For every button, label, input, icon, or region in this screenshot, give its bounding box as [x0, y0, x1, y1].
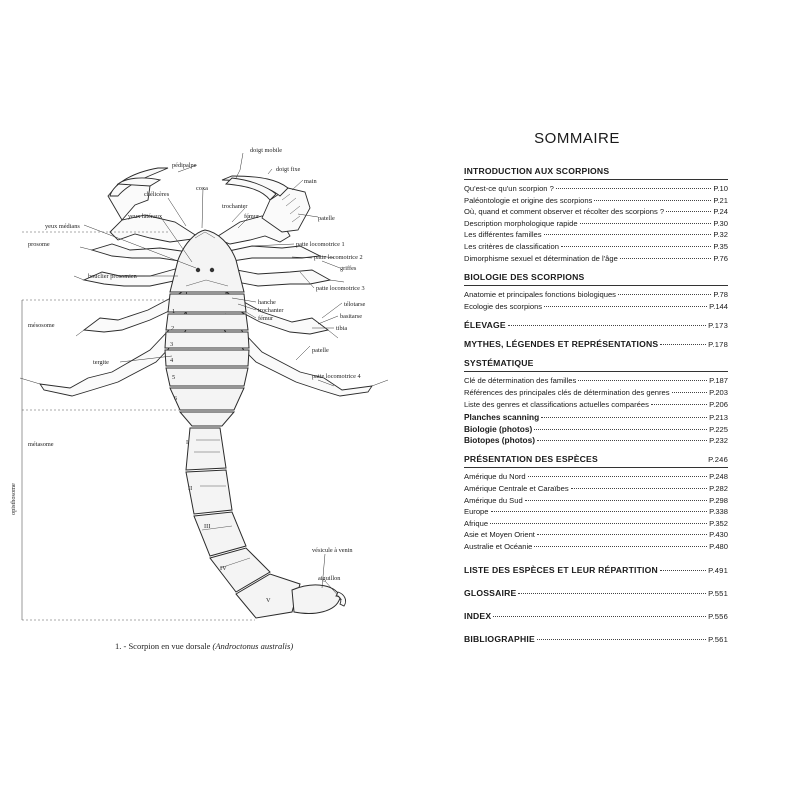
toc-entry[interactable]: Biologie (photos) P.225	[464, 423, 728, 434]
toc-section-bibliographie[interactable]	[464, 634, 728, 645]
label-tibia: tibia	[336, 325, 348, 332]
section-heading: LISTE DES ESPÈCES ET LEUR RÉPARTITION P.491	[464, 564, 728, 575]
segment-III: III	[204, 523, 211, 530]
pedipalp-left	[108, 168, 200, 242]
toc-entry[interactable]: Les différentes familles P.32	[464, 230, 728, 240]
toc-entry[interactable]: Afrique P.352	[464, 518, 728, 528]
segment-5: 5	[172, 374, 176, 381]
section-heading[interactable]: PRÉSENTATION DES ESPÈCES P.246	[464, 454, 728, 468]
toc-section-biologie	[464, 272, 728, 312]
toc-entry[interactable]: Biotopes (photos) P.232	[464, 434, 728, 445]
toc-entry[interactable]: Où, quand et comment observer et récolter des scorpions ? P.24	[464, 207, 728, 217]
segment-6: 6	[174, 395, 178, 402]
section-heading: ÉLEVAGE P.173	[464, 320, 728, 331]
pedipalp-right	[215, 176, 310, 244]
label-trochanter: trochanter	[222, 203, 248, 210]
segment-II: II	[188, 485, 193, 492]
toc-entry[interactable]: Clé de détermination des familles P.187	[464, 376, 728, 386]
label-basitarse: basitarse	[340, 313, 363, 320]
median-eye-right	[210, 268, 214, 272]
label-patelle-2: patelle	[312, 347, 329, 354]
toc-entry[interactable]: Planches scanning P.213	[464, 412, 728, 423]
segment-2: 2	[171, 325, 175, 332]
label-doigt-fixe: doigt fixe	[276, 166, 301, 173]
median-eye-left	[196, 268, 200, 272]
toc-section-liste[interactable]	[464, 565, 728, 576]
section-heading: INDEX P.556	[464, 610, 728, 621]
toc-entry[interactable]: Amérique du Sud P.298	[464, 495, 728, 505]
label-patte-loco-1: patte locomotrice 1	[296, 241, 345, 248]
section-heading: BIBLIOGRAPHIE P.561	[464, 633, 728, 644]
label-metasome: métasome	[28, 441, 54, 448]
toc-section-index[interactable]	[464, 611, 728, 622]
label-bouclier-prosomien: bouclier prosomien	[88, 273, 137, 280]
label-yeux-lateraux: yeux latéraux	[128, 213, 163, 220]
label-vesicule: vésicule à venin	[312, 547, 353, 554]
toc-entry[interactable]: Amérique du Nord P.248	[464, 472, 728, 482]
segment-IV: IV	[220, 565, 227, 572]
label-patte-loco-3: patte locomotrice 3	[316, 285, 365, 292]
toc-section-systematique	[464, 358, 728, 446]
toc-entry[interactable]: Dimorphisme sexuel et détermination de l'âge P.76	[464, 253, 728, 263]
toc-entry[interactable]: Liste des genres et classifications actuelles comparées P.206	[464, 399, 728, 409]
label-aiguillon: aiguillon	[318, 575, 341, 582]
segment-3: 3	[170, 341, 174, 348]
label-mesosome: mésosome	[28, 322, 55, 329]
section-heading: INTRODUCTION AUX SCORPIONS	[464, 166, 728, 180]
toc-entry[interactable]: Amérique Centrale et Caraïbes P.282	[464, 483, 728, 493]
toc-entry[interactable]: Références des principales clés de détermination des genres P.203	[464, 387, 728, 397]
section-heading: MYTHES, LÉGENDES ET REPRÉSENTATIONS P.178	[464, 339, 728, 350]
toc-entry[interactable]: Les critères de classification P.35	[464, 241, 728, 251]
label-trochanter-2: trochanter	[258, 307, 284, 314]
label-patelle: patelle	[318, 215, 335, 222]
label-opisthosome: opisthosome	[10, 483, 17, 515]
segment-1: 1	[172, 308, 176, 315]
section-heading: BIOLOGIE DES SCORPIONS	[464, 272, 728, 286]
segment-4: 4	[170, 357, 174, 364]
label-prosome: prosome	[28, 241, 50, 248]
segment-V: V	[266, 597, 271, 604]
toc-section-especes	[464, 454, 728, 552]
label-griffes: griffes	[340, 265, 357, 272]
toc-entry[interactable]: Paléontologie et origine des scorpions P.21	[464, 195, 728, 205]
label-femur: fémur	[244, 213, 260, 220]
label-hanche: hanche	[258, 299, 276, 306]
figure-caption	[115, 641, 375, 651]
toc-title: SOMMAIRE	[534, 130, 620, 147]
legs-left	[20, 244, 190, 396]
label-femur-2: fémur	[258, 315, 274, 322]
toc-section-elevage[interactable]	[464, 320, 728, 331]
label-main: main	[304, 178, 317, 185]
toc-section-glossaire[interactable]	[464, 588, 728, 599]
label-tergite: tergite	[93, 359, 109, 366]
toc-section-introduction	[464, 166, 728, 264]
label-patte-loco-4: patte locomotrice 4	[312, 373, 361, 380]
mesosome-shape	[165, 294, 249, 426]
toc-section-mythes[interactable]	[464, 339, 728, 350]
toc-entry[interactable]: Europe P.338	[464, 507, 728, 517]
toc-entry[interactable]: Asie et Moyen Orient P.430	[464, 530, 728, 540]
toc-entry[interactable]: Australie et Océanie P.480	[464, 541, 728, 551]
caption-species: (Androctonus australis)	[212, 641, 294, 651]
label-yeux-medians: yeux médians	[45, 223, 80, 230]
table-of-contents	[464, 166, 728, 653]
section-heading: SYSTÉMATIQUE	[464, 358, 728, 372]
label-doigt-mobile: doigt mobile	[250, 147, 283, 154]
label-pedipalpe: pédipalpe	[172, 162, 197, 169]
section-heading: GLOSSAIRE P.551	[464, 587, 728, 598]
toc-entry[interactable]: Ecologie des scorpions P.144	[464, 301, 728, 311]
label-cheliceres: chélicères	[144, 191, 170, 198]
segment-I: I	[186, 439, 189, 446]
toc-entry[interactable]: Description morphologique rapide P.30	[464, 218, 728, 228]
label-patte-loco-2: patte locomotrice 2	[314, 254, 363, 261]
toc-entry[interactable]: Qu'est-ce qu'un scorpion ? P.10	[464, 184, 728, 193]
label-coxa: coxa	[196, 185, 208, 192]
caption-text: 1. - Scorpion en vue dorsale	[115, 641, 211, 651]
label-telotarse: télotarse	[344, 301, 366, 308]
toc-entry[interactable]: Anatomie et principales fonctions biologiques P.78	[464, 290, 728, 300]
right-page	[400, 0, 800, 800]
